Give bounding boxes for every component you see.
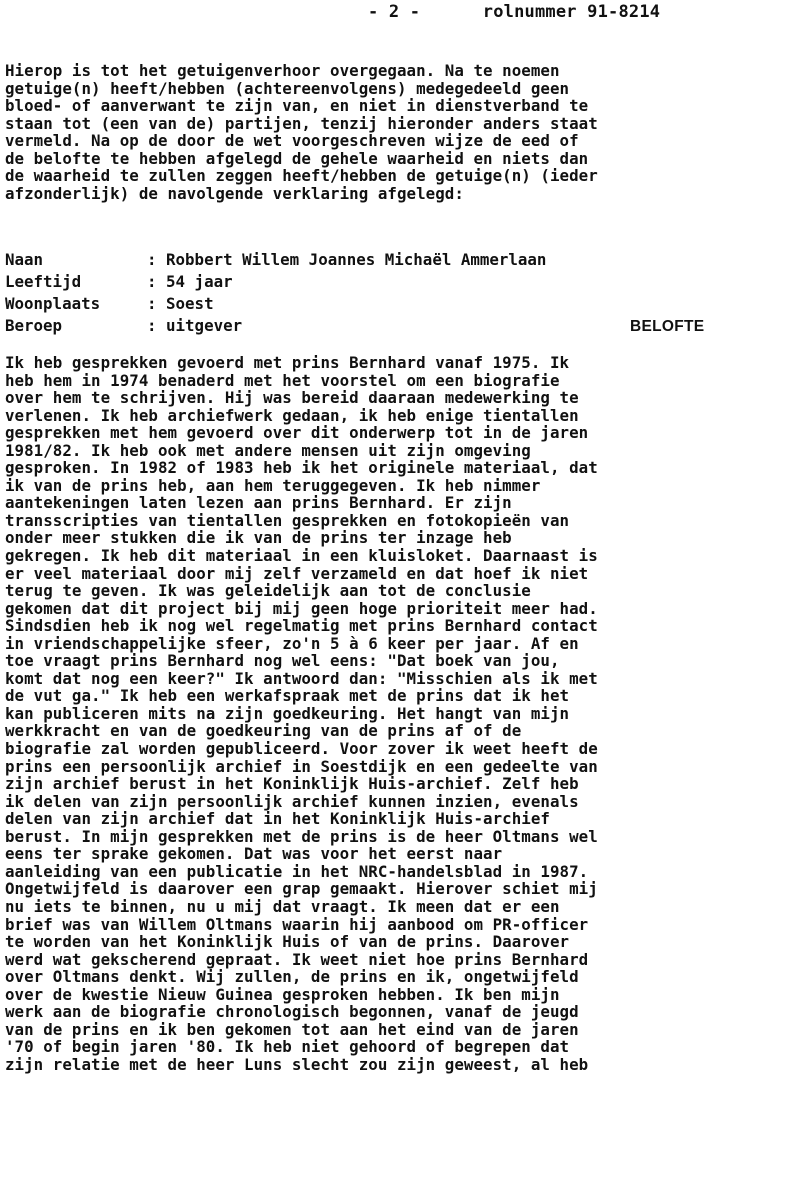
testimony-line: verlenen. Ik heb archiefwerk gedaan, ik heb enige tientallen (5, 405, 579, 425)
testimony-line: gekregen. Ik heb dit materiaal in een kluisloket. Daarnaast is (5, 546, 598, 566)
witness-field-row (5, 272, 233, 292)
roll-number: rolnummer 91-8214 (482, 2, 661, 22)
testimony-line: over Oltmans denkt. Wij zullen, de prins en ik, ongetwijfeld (5, 967, 579, 987)
testimony-line: aanleiding van een publicatie in het NRC-handelsblad in 1987. (5, 861, 589, 881)
intro-line: bloed- of aanverwant te zijn van, en niet in dienstverband te (5, 96, 589, 116)
testimony-line: transscripties van tientallen gesprekken en fotokopieën van (5, 510, 570, 530)
testimony-line: terug te geven. Ik was geleidelijk aan tot de conclusie (5, 581, 531, 601)
witness-field-label: Naan (5, 250, 44, 269)
testimony-line: toe vraagt prins Bernhard nog wel eens: "Dat boek van jou, (5, 651, 560, 671)
testimony-line: zijn archief berust in het Koninklijk Huis-archief. Zelf heb (5, 774, 579, 794)
testimony-line: gesproken. In 1982 of 1983 heb ik het originele materiaal, dat (5, 458, 598, 478)
witness-field-row (5, 316, 242, 336)
testimony-line: te worden van het Koninklijk Huis of van de prins. Daarover (5, 932, 570, 952)
testimony-line: komt dat nog een keer?" Ik antwoord dan: "Misschien als ik met (5, 668, 598, 688)
witness-field-row (5, 294, 214, 314)
intro-paragraph (5, 62, 785, 202)
testimony-line: ik delen van zijn persoonlijk archief kunnen inzien, evenals (5, 791, 579, 811)
testimony-line: gekomen dat dit project bij mij geen hoge prioriteit meer had. (5, 598, 598, 618)
testimony-line: Sindsdien heb ik nog wel regelmatig met prins Bernhard contact (5, 616, 598, 636)
testimony-line: in vriendschappelijke sfeer, zo'n 5 à 6 keer per jaar. Af en (5, 633, 579, 653)
testimony-line: delen van zijn archief dat in het Koninklijk Huis-archief (5, 809, 550, 829)
page-number: - 2 - (368, 2, 421, 22)
page-header (368, 2, 660, 22)
testimony-line: werkkracht en van de goedkeuring van de prins af of de (5, 721, 522, 741)
intro-line: de belofte te hebben afgelegd de gehele waarheid en niets dan (5, 148, 589, 168)
testimony-line: gesprekken met hem gevoerd over dit onderwerp tot in de jaren (5, 423, 589, 443)
testimony-line: 1981/82. Ik heb ook met andere mensen uit zijn omgeving (5, 440, 531, 460)
testimony-line: werd wat gekscherend gepraat. Ik weet niet hoe prins Bernhard (5, 949, 589, 969)
testimony-line: brief was van Willem Oltmans waarin hij aanbood om PR-officer (5, 914, 589, 934)
testimony-line: nu iets te binnen, nu u mij dat vraagt. Ik meen dat er een (5, 896, 560, 916)
testimony-line: er veel materiaal door mij zelf verzameld en dat hoef ik niet (5, 563, 589, 583)
intro-line: vermeld. Na op de door de wet voorgeschreven wijze de eed of (5, 131, 579, 151)
testimony-line: berust. In mijn gesprekken met de prins is de heer Oltmans wel (5, 826, 598, 846)
intro-line: staan tot (een van de) partijen, tenzij hieronder anders staat (5, 113, 598, 133)
testimony-line: ik van de prins heb, aan hem teruggegeven. Ik heb nimmer (5, 475, 541, 495)
witness-field-value: : Robbert Willem Joannes Michaël Ammerlaan (147, 250, 547, 269)
testimony-line: de vut ga." Ik heb een werkafspraak met de prins dat ik het (5, 686, 570, 706)
testimony-line: van de prins en ik ben gekomen tot aan het eind van de jaren (5, 1019, 579, 1039)
oath-type-label: BELOFTE (630, 318, 705, 335)
testimony-line: prins een persoonlijk archief in Soestdijk en een gedeelte van (5, 756, 598, 776)
testimony-line: heb hem in 1974 benaderd met het voorstel om een biografie (5, 370, 560, 390)
witness-field-row (5, 250, 546, 270)
witness-field-value: : Soest (147, 294, 214, 313)
testimony-line: biografie zal worden gepubliceerd. Voor zover ik weet heeft de (5, 739, 598, 759)
testimony-line: Ik heb gesprekken gevoerd met prins Bernhard vanaf 1975. Ik (5, 353, 570, 372)
testimony-paragraph (5, 354, 785, 1073)
testimony-line: Ongetwijfeld is daarover een grap gemaakt. Hierover schiet mij (5, 879, 598, 899)
testimony-line: onder meer stukken die ik van de prins ter inzage heb (5, 528, 512, 548)
witness-field-value: : 54 jaar (147, 272, 233, 291)
witness-field-value: : uitgever (147, 316, 243, 335)
witness-field-label: Leeftijd (5, 272, 82, 291)
witness-field-label: Woonplaats (5, 294, 101, 313)
intro-line: Hierop is tot het getuigenverhoor overgegaan. Na te noemen (5, 61, 560, 80)
testimony-line: zijn relatie met de heer Luns slecht zou zijn geweest, al heb (5, 1054, 589, 1074)
testimony-line: eens ter sprake gekomen. Dat was voor het eerst naar (5, 844, 503, 864)
witness-field-label: Beroep (5, 316, 63, 335)
testimony-line: kan publiceren mits na zijn goedkeuring. Het hangt van mijn (5, 703, 570, 723)
testimony-line: werk aan de biografie chronologisch begonnen, vanaf de jeugd (5, 1002, 579, 1022)
intro-line: de waarheid te zullen zeggen heeft/hebben de getuige(n) (ieder (5, 166, 598, 186)
testimony-line: over de kwestie Nieuw Guinea gesproken hebben. Ik ben mijn (5, 984, 560, 1004)
testimony-line: aantekeningen laten lezen aan prins Bernhard. Er zijn (5, 493, 512, 513)
testimony-line: over hem te schrijven. Hij was bereid daaraan medewerking te (5, 388, 579, 408)
intro-line: getuige(n) heeft/hebben (achtereenvolgens) medegedeeld geen (5, 78, 570, 98)
intro-line: afzonderlijk) de navolgende verklaring afgelegd: (5, 183, 464, 203)
testimony-line: '70 of begin jaren '80. Ik heb niet gehoord of begrepen dat (5, 1037, 570, 1057)
